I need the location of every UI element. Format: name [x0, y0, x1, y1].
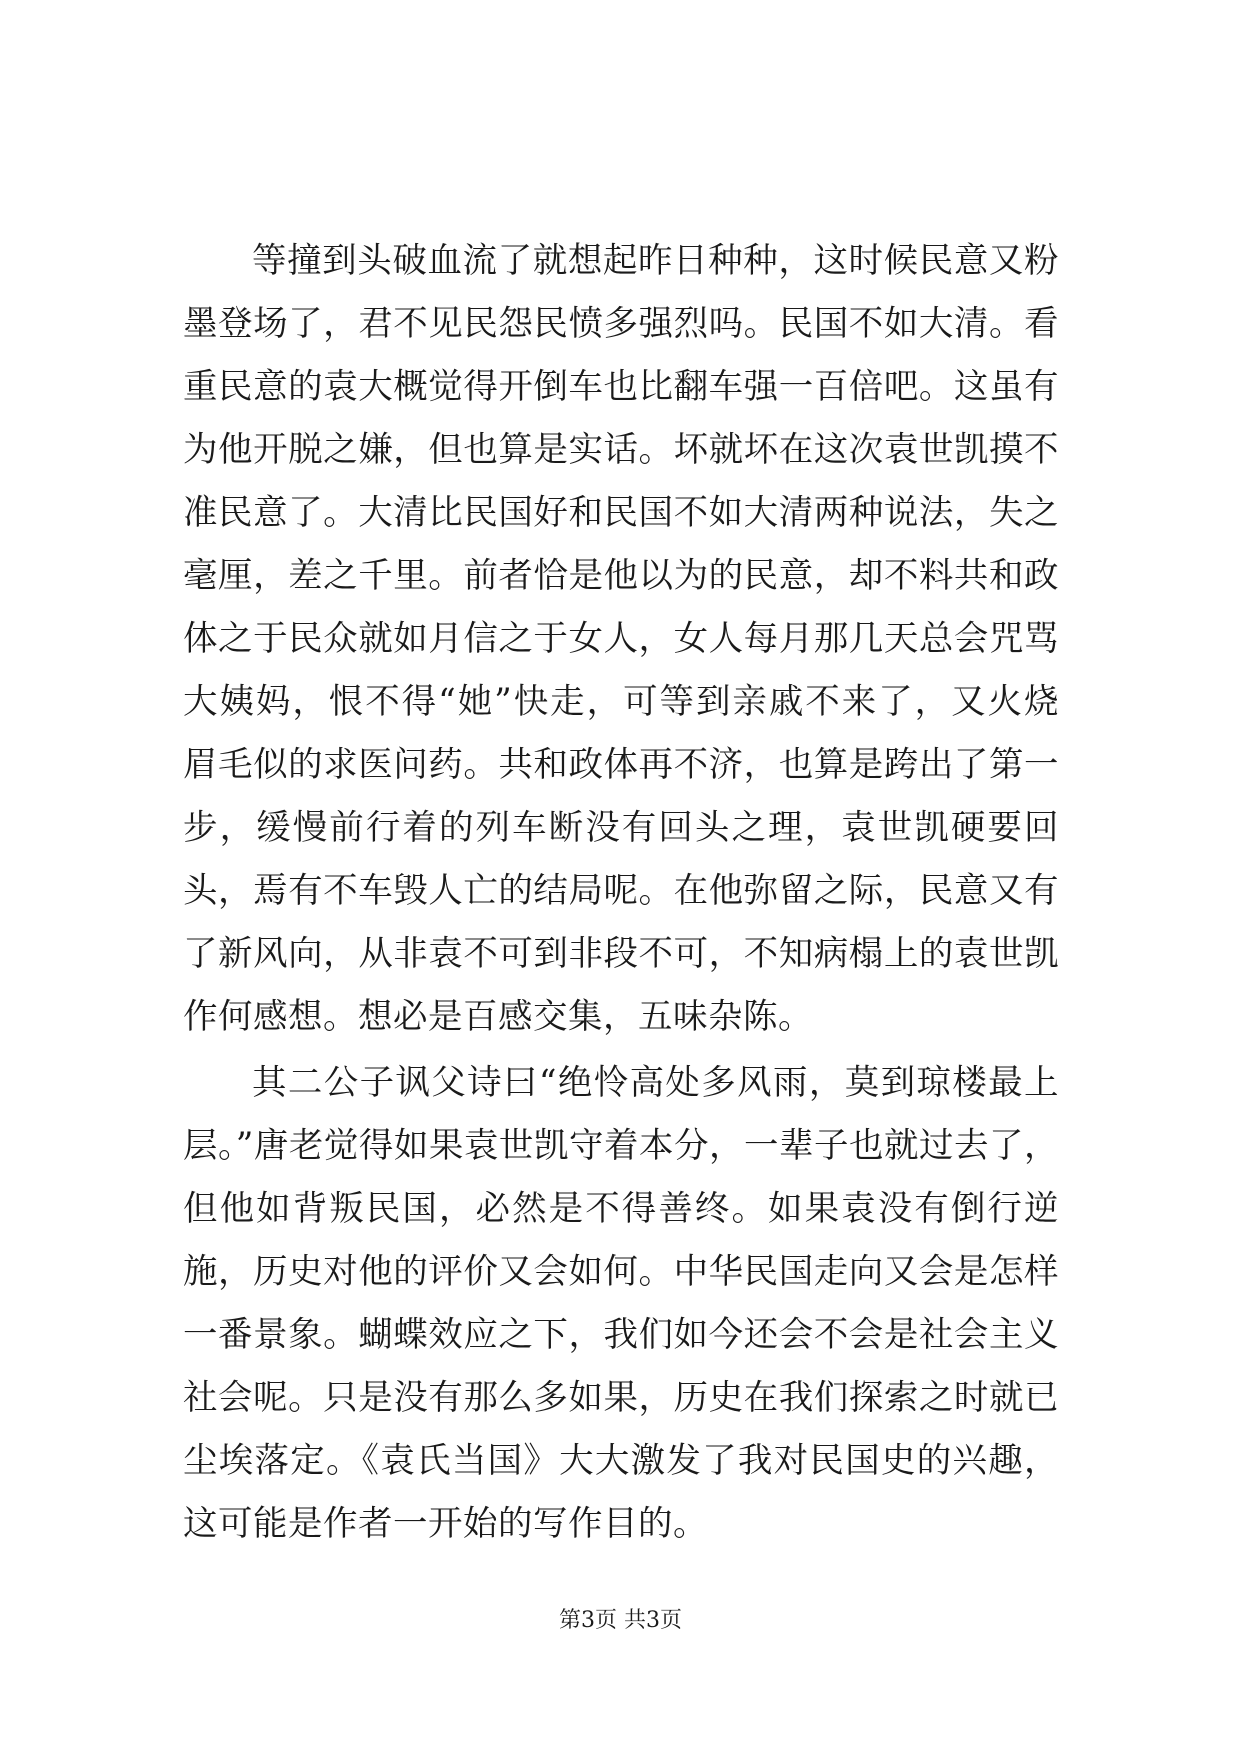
- paragraph-1: 等撞到头破血流了就想起昨日种种，这时候民意又粉墨登场了，君不见民怨民愤多强烈吗。民国不如大清。看重民意的袁大概觉得开倒车也比翻车强一百倍吧。这虽有为他开脱之嫌，但也算是实话。坏就坏在这次袁世凯摸不准民意了。大清比民国好和民国不如大清两种说法，失之毫厘，差之千里。前者恰是他以为的民意，却不料共和政体之于民众就如月信之于女人，女人每月那几天总会咒骂大姨妈，恨不得“她”快走，可等到亲戚不来了，又火烧眉毛似的求医问药。共和政体再不济，也算是跨出了第一步，缓慢前行着的列车断没有回头之理，袁世凯硬要回头，焉有不车毁人亡的结局呢。在他弥留之际，民意又有了新风向，从非袁不可到非段不可，不知病榻上的袁世凯作何感想。想必是百感交集，五味杂陈。: [183, 241, 1059, 1037]
- page-number-footer: 第3页 共3页: [559, 1608, 682, 1633]
- paragraph-2: 其二公子讽父诗曰“绝怜高处多风雨，莫到琼楼最上层。”唐老觉得如果袁世凯守着本分，一辈子也就过去了，但他如背叛民国，必然是不得善终。如果袁没有倒行逆施，历史对他的评价又会如何。中华民国走向又会是怎样一番景象。蝴蝶效应之下，我们如今还会不会是社会主义社会呢。只是没有那么多如果，历史在我们探索之时就已尘埃落定。《袁氏当国》大大激发了我对民国史的兴趣，这可能是作者一开始的写作目的。: [183, 1063, 1059, 1544]
- document-body: [183, 230, 1059, 1556]
